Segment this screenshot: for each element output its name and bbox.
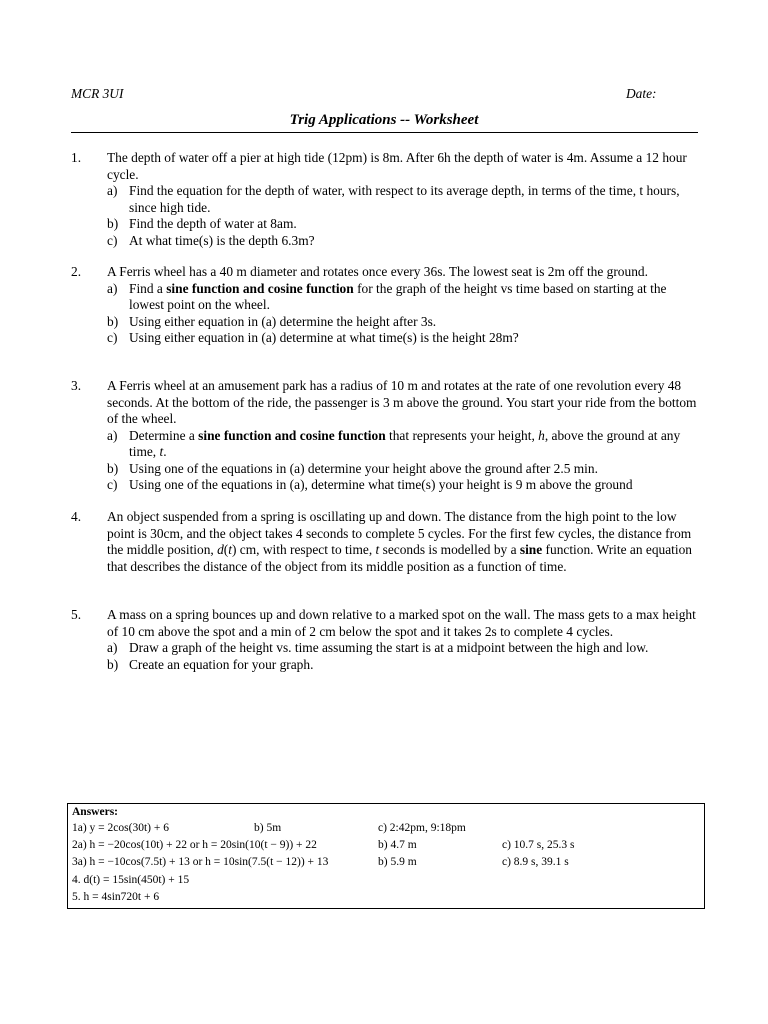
question-part: c) Using either equation in (a) determine at what time(s) is the height 28m? [107,330,519,345]
answer-row: 3a) h = −10cos(7.5t) + 13 or h = 10sin(7.5(t − 12)) + 13 b) 5.9 m c) 8.9 s, 39.1 s [72,856,569,868]
answers-title: Answers: [72,806,118,818]
question-parts [71,281,701,347]
question-part: a) Find the equation for the depth of water, with respect to its average depth, in terms of the time, t hours, since high tide. [107,183,680,215]
question-stem: A mass on a spring bounces up and down relative to a marked spot on the wall. The mass gets to a max height of 10 cm above the spot and a min of 2 cm below the spot and it takes 2s to complete 4 cycles. [107,607,696,639]
answers-box [67,803,705,909]
question-1 [71,150,701,249]
question-parts [71,640,701,673]
question-3 [71,378,701,494]
course-code: MCR 3UI [71,86,124,101]
question-part: c) Using one of the equations in (a), determine what time(s) your height is 9 m above the ground [107,477,633,492]
question-stem: A Ferris wheel has a 40 m diameter and rotates once every 36s. The lowest seat is 2m off the ground. [107,264,648,279]
question-part: b) Using one of the equations in (a) determine your height above the ground after 2.5 min. [107,460,598,476]
question-parts [71,183,701,249]
answer-row: 1a) y = 2cos(30t) + 6 b) 5m c) 2:42pm, 9:18pm [72,822,466,834]
question-part: c) At what time(s) is the depth 6.3m? [107,232,315,248]
question-stem: An object suspended from a spring is oscillating up and down. The distance from the high point to the low point is 30cm, and the object takes 4 seconds to complete 5 cycles. For the first few cycles, the distance from the middle position, d(t) cm, with respect to time, t seconds is modelled by a sine function. Write an equation that describes the distance of the object from its middle position as a function of time. [107,509,693,574]
question-number: 5. [71,607,82,622]
question-number: 2. [71,264,82,279]
question-part: b) Using either equation in (a) determine the height after 3s. [107,313,437,329]
emphasis-text: sine function and cosine function [166,280,354,296]
question-2 [71,264,701,347]
question-stem: A Ferris wheel at an amusement park has a radius of 10 m and rotates at the rate of one revolution every 48 seconds. At the bottom of the ride, the passenger is 3 m above the ground. You start your ride from the bottom of the wheel. [107,378,697,426]
question-5 [71,607,701,673]
question-parts [71,428,701,494]
emphasis-text: sine [519,542,543,557]
question-part: a) Find a sine function and cosine function for the graph of the height vs time based on starting at the lowest point on the wheel. [107,280,667,312]
answer-row: 4. d(t) = 15sin(450t) + 15 [72,874,190,886]
question-part: b) Find the depth of water at 8am. [107,216,297,231]
answer-row: 5. h = 4sin720t + 6 [72,891,160,903]
title-divider [71,132,698,133]
question-4 [71,509,701,575]
question-part: a) Draw a graph of the height vs. time assuming the start is at a midpoint between the high and low. [107,640,649,655]
question-number: 3. [71,378,82,393]
header [71,86,697,104]
answer-row: 2a) h = −20cos(10t) + 22 or h = 20sin(10(t − 9)) + 22 b) 4.7 m c) 10.7 s, 25.3 s [72,839,575,851]
page-title: Trig Applications -- Worksheet [289,112,479,128]
question-stem: The depth of water off a pier at high tide (12pm) is 8m. After 6h the depth of water is 4m. Assume a 12 hour cycle. [107,150,687,182]
question-number: 1. [71,150,82,165]
emphasis-text: sine function and cosine function [198,427,386,443]
question-part: a) Determine a sine function and cosine function that represents your height, h, above the ground at any time, t. [107,427,681,459]
date-label: Date: [626,86,657,101]
question-number: 4. [71,509,82,524]
question-part: b) Create an equation for your graph. [107,656,314,672]
